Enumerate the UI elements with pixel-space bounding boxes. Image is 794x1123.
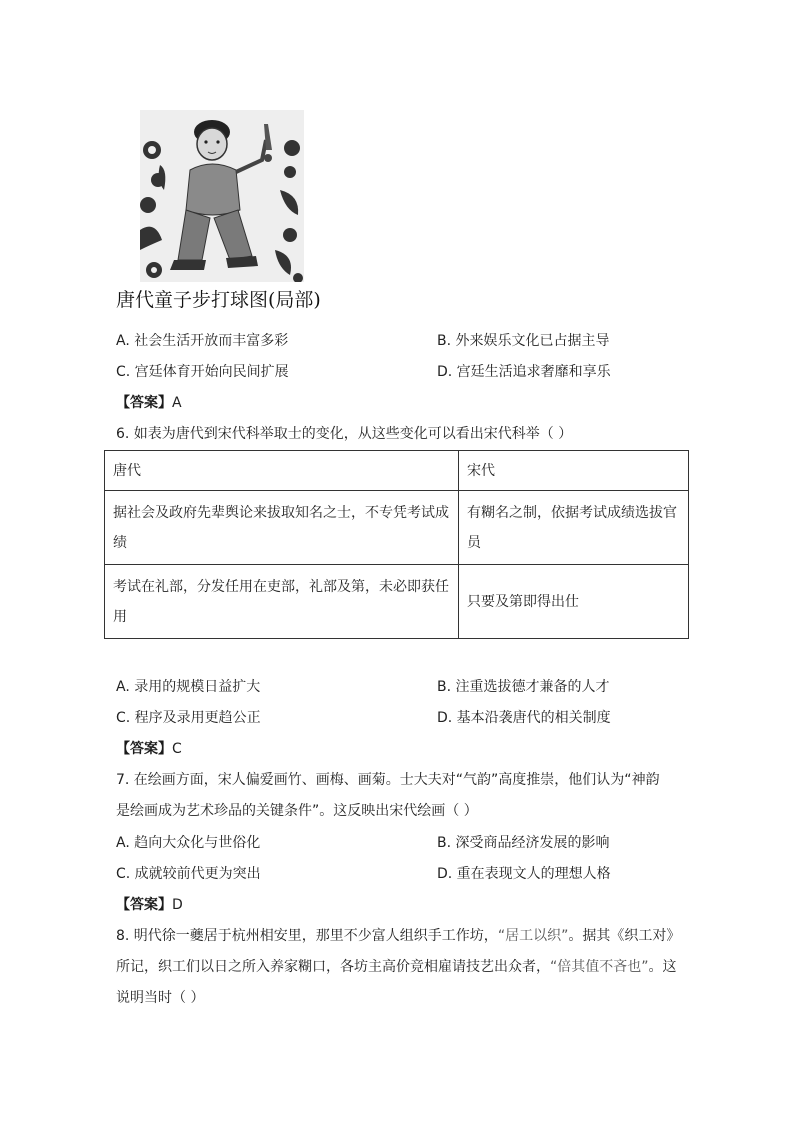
table-cell: 只要及第即得出仕 xyxy=(459,565,689,639)
table-header-song: 宋代 xyxy=(459,451,689,491)
q7-option-c: C. 成就较前代更为突出 xyxy=(116,866,261,882)
q6-option-c: C. 程序及录用更趋公正 xyxy=(116,710,261,726)
answer-tag: 【答案】 xyxy=(116,741,172,757)
table-cell: 考试在礼部，分发任用在吏部，礼部及第，未必即获任用 xyxy=(105,565,459,639)
q6-option-d: D. 基本沿袭唐代的相关制度 xyxy=(437,710,611,726)
table-header-row xyxy=(105,451,689,491)
figure-illustration xyxy=(140,110,304,282)
q8-stem-line3: 说明当时（ ） xyxy=(116,990,205,1006)
q8-text: 8. 明代徐一夔居于杭州相安里，那里不少富人组织手工作坊， xyxy=(116,928,498,944)
q8-text: 。这 xyxy=(648,959,677,975)
q7-option-b: B. 深受商品经济发展的影响 xyxy=(437,835,610,851)
answer-tag: 【答案】 xyxy=(116,395,172,411)
table-row xyxy=(105,491,689,565)
answer-value: C xyxy=(172,741,182,757)
q5-option-a: A. 社会生活开放而丰富多彩 xyxy=(116,333,289,349)
q6-answer xyxy=(116,739,182,759)
q6-stem: 6. 如表为唐代到宋代科举取士的变化，从这些变化可以看出宋代科举（ ） xyxy=(116,426,573,442)
q8-text: 。据其《织工对》 xyxy=(568,928,681,944)
q7-option-d: D. 重在表现文人的理想人格 xyxy=(437,866,611,882)
figure-caption: 唐代童子步打球图(局部) xyxy=(116,289,321,311)
q7-stem-line1: 7. 在绘画方面，宋人偏爱画竹、画梅、画菊。士大夫对“气韵”高度推崇，他们认为“神韵 xyxy=(116,772,660,788)
table-header-tang: 唐代 xyxy=(105,451,459,491)
q8-text: 所记，织工们以日之所入养家糊口，各坊主高价竞相雇请技艺出众者， xyxy=(116,959,550,975)
answer-value: D xyxy=(172,897,183,913)
q8-quote: “居工以织” xyxy=(497,928,569,944)
q5-option-d: D. 宫廷生活追求奢靡和享乐 xyxy=(437,364,611,380)
q8-stem-line1 xyxy=(116,926,680,946)
q7-option-a: A. 趋向大众化与世俗化 xyxy=(116,835,261,851)
q7-stem-line2: 是绘画成为艺术珍品的关键条件”。这反映出宋代绘画（ ） xyxy=(116,803,478,819)
q5-option-c: C. 宫廷体育开始向民间扩展 xyxy=(116,364,289,380)
q6-table xyxy=(104,450,689,639)
q5-answer xyxy=(116,393,182,413)
q7-answer xyxy=(116,895,183,915)
q8-stem-line2 xyxy=(116,957,677,977)
table-cell: 有糊名之制，依据考试成绩选拔官员 xyxy=(459,491,689,565)
table-row xyxy=(105,565,689,639)
q6-option-a: A. 录用的规模日益扩大 xyxy=(116,679,261,695)
q6-option-b: B. 注重选拔德才兼备的人才 xyxy=(437,679,610,695)
answer-value: A xyxy=(172,395,182,411)
boy-playing-ball-illustration xyxy=(140,110,304,282)
q5-option-b: B. 外来娱乐文化已占据主导 xyxy=(437,333,610,349)
answer-tag: 【答案】 xyxy=(116,897,172,913)
table-cell: 据社会及政府先辈舆论来拔取知名之士，不专凭考试成绩 xyxy=(105,491,459,565)
q8-quote: “倍其值不吝也” xyxy=(550,959,649,975)
